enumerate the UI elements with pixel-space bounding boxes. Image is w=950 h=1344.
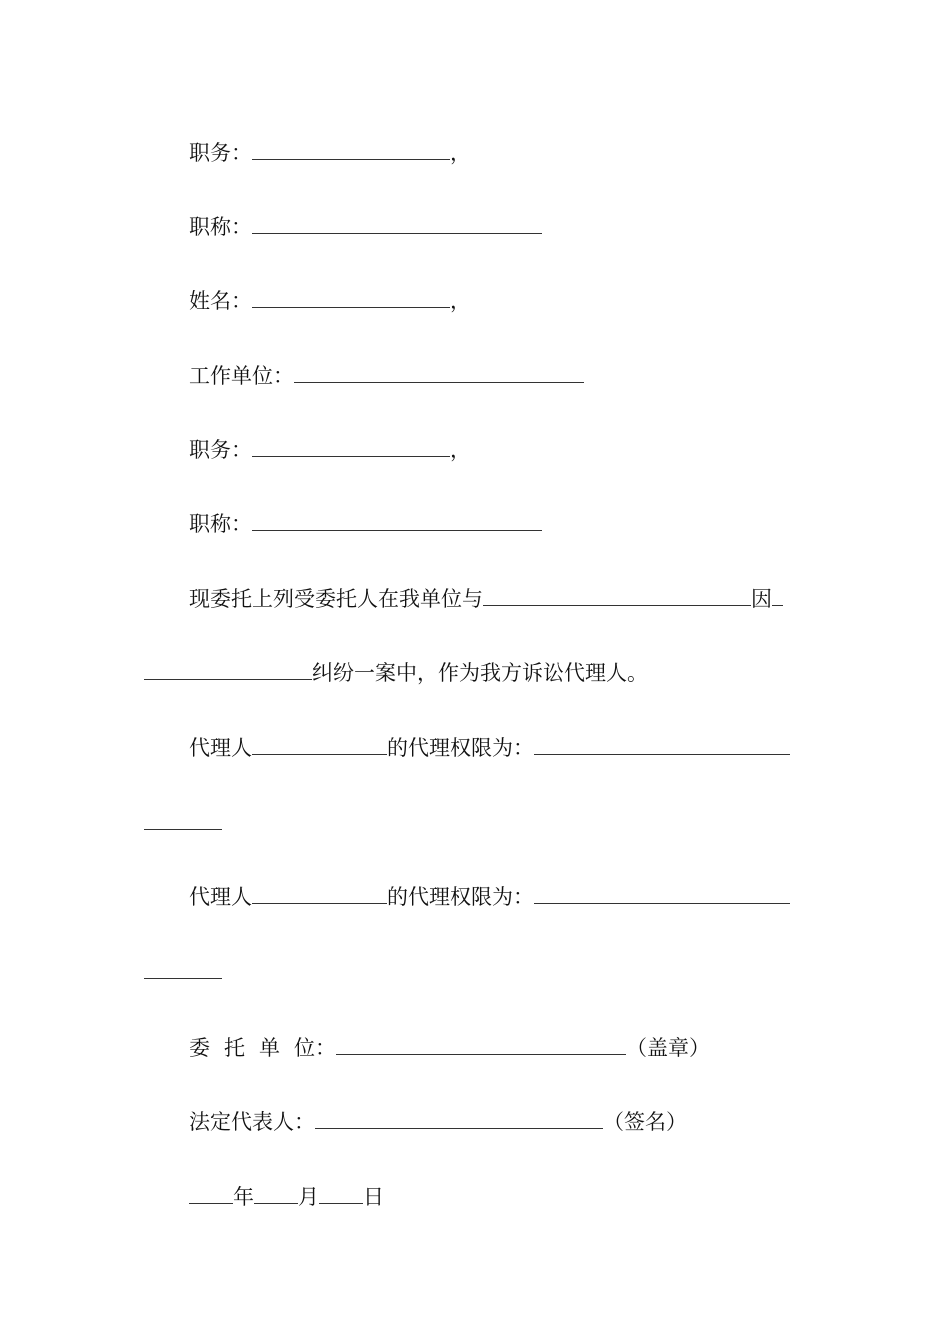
principal-label-char-2: 托 [224,1036,245,1060]
employer-label: 工作单位： [189,364,294,388]
position-input-1[interactable] [252,140,450,160]
agent-name-input-2[interactable] [252,884,387,904]
scope-input-1[interactable] [534,735,790,755]
employer-field [189,361,584,391]
position-field-2 [189,435,471,465]
title-input-1[interactable] [252,214,542,234]
title-field-2 [189,509,542,539]
legal-rep-label: 法定代表人： [189,1110,315,1134]
principal-label-char-4: 位： [294,1036,336,1060]
employer-input[interactable] [294,363,584,383]
entrust-text-1: 现委托上列受委托人在我单位与 [189,587,483,611]
legal-rep-input[interactable] [315,1109,603,1129]
dispute-input[interactable] [144,660,312,680]
legal-rep-suffix: （签名） [603,1110,687,1134]
title-label-1: 职称： [189,215,252,239]
date-field [189,1182,384,1212]
name-input[interactable] [252,288,450,308]
year-label: 年 [233,1185,254,1209]
scope-prefix-2: 代理人 [189,885,252,909]
scope-input-2[interactable] [534,884,790,904]
title-label-2: 职称： [189,512,252,536]
day-input[interactable] [319,1184,363,1204]
name-label: 姓名： [189,289,252,313]
scope-line-1 [189,733,790,763]
dispute-input-start[interactable] [772,586,783,606]
legal-rep-field [189,1107,687,1137]
title-field-1 [189,212,542,242]
position-input-2[interactable] [252,437,450,457]
title-input-2[interactable] [252,511,542,531]
name-field [189,286,471,316]
agent-name-input-1[interactable] [252,735,387,755]
principal-label-char-3: 单 [259,1036,280,1060]
scope-line-2 [189,882,790,912]
entrust-line-1 [189,584,783,614]
month-label: 月 [298,1185,319,1209]
position-label-1: 职务： [189,141,252,165]
scope-prefix-1: 代理人 [189,736,252,760]
entrust-text-3: 纠纷一案中，作为我方诉讼代理人。 [312,661,648,685]
day-label: 日 [363,1185,384,1209]
position-label-2: 职务： [189,438,252,462]
principal-label-char-1: 委 [189,1036,210,1060]
entrust-text-2: 因 [751,587,772,611]
scope-input-1-cont[interactable] [144,810,222,830]
principal-suffix: （盖章） [626,1036,710,1060]
principal-input[interactable] [336,1035,626,1055]
name-suffix: ， [450,289,471,313]
month-input[interactable] [254,1184,298,1204]
position-suffix-2: ， [450,438,471,462]
scope-line-2-cont [144,957,222,987]
position-suffix-1: ， [450,141,471,165]
entrust-line-2 [144,658,648,688]
opposing-party-input[interactable] [483,586,751,606]
scope-input-2-cont[interactable] [144,959,222,979]
scope-middle-2: 的代理权限为： [387,885,534,909]
year-input[interactable] [189,1184,233,1204]
position-field-1 [189,138,471,168]
principal-field [189,1033,710,1063]
scope-line-1-cont [144,808,222,838]
scope-middle-1: 的代理权限为： [387,736,534,760]
